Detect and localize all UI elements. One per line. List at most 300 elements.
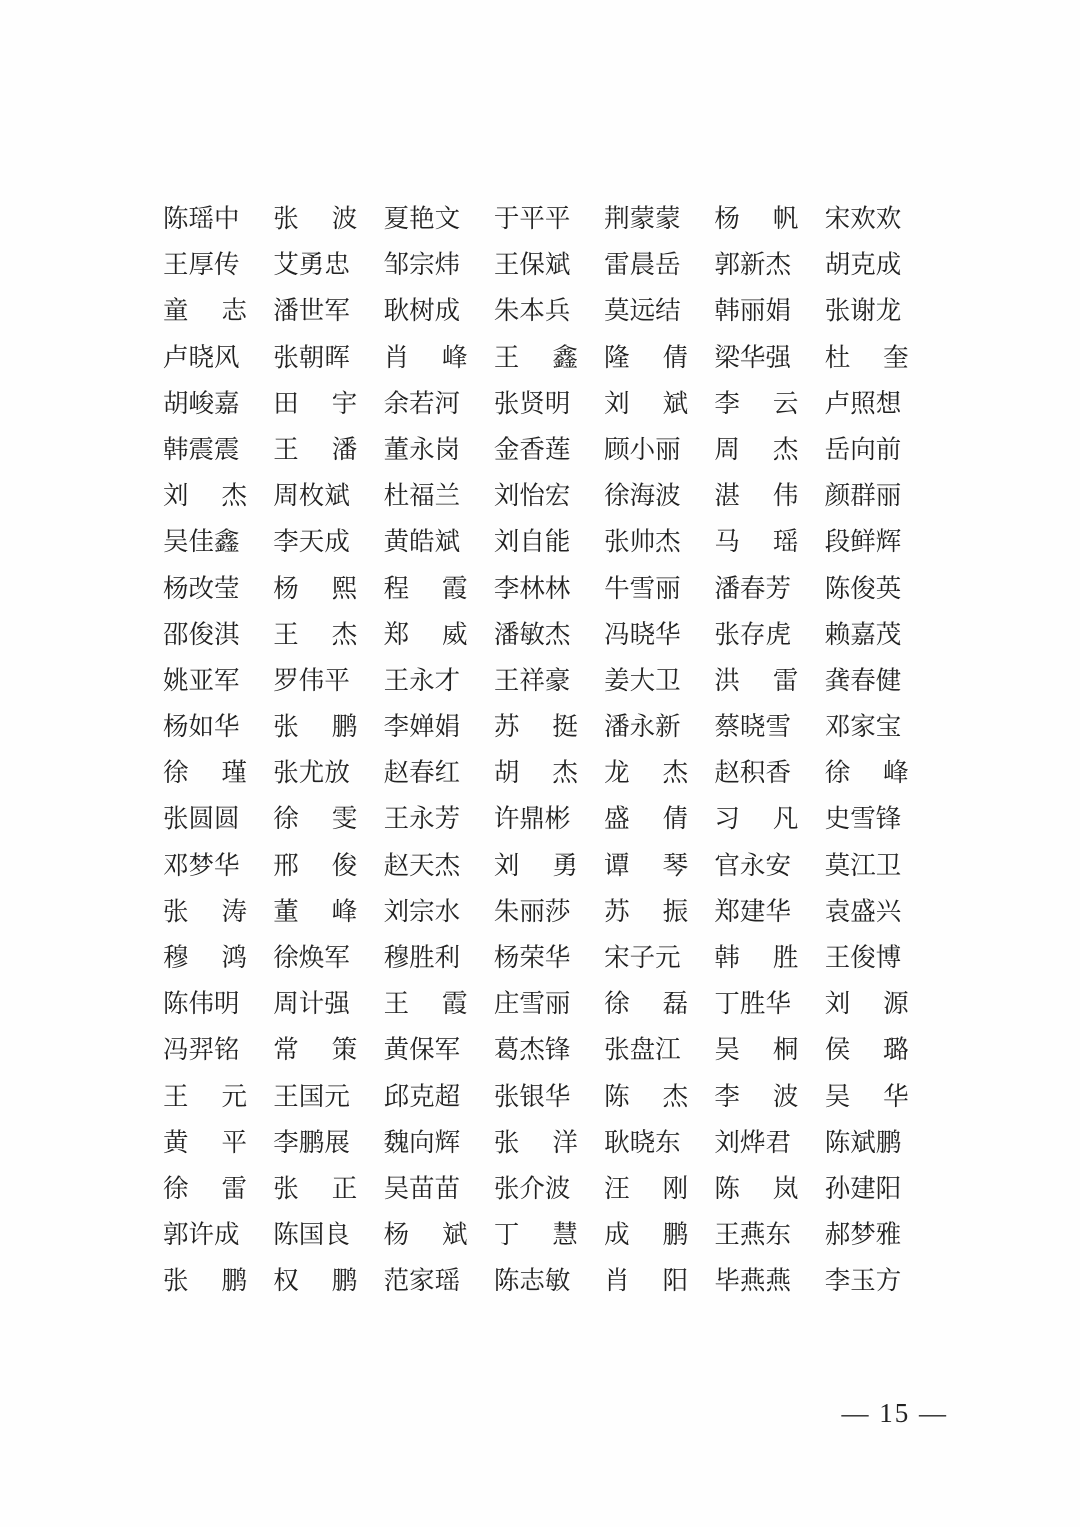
name-glyph: 新 [655, 712, 681, 742]
name-glyph: 兴 [875, 896, 902, 926]
roster-name-cell [163, 796, 273, 842]
roster-name [384, 196, 468, 242]
roster-name [494, 1074, 578, 1120]
roster-name [163, 1120, 247, 1166]
roster-name-cell [825, 1120, 935, 1166]
name-glyph: 苏 [604, 896, 630, 926]
name-glyph: 阳 [875, 1173, 902, 1203]
name-glyph: 蒙 [655, 204, 681, 233]
roster-name-cell [604, 796, 714, 842]
name-glyph: 树 [409, 296, 435, 326]
roster-name [273, 519, 357, 565]
name-glyph: 波 [655, 481, 681, 511]
roster-name [494, 704, 578, 750]
name-glyph: 王 [273, 1081, 299, 1111]
name-glyph: 常 [273, 1035, 299, 1065]
name-glyph: 峻 [188, 388, 215, 418]
name-glyph: 辉 [434, 1127, 461, 1157]
name-glyph: 茂 [875, 619, 902, 649]
name-glyph: 志 [519, 1266, 545, 1296]
roster-name [494, 1166, 578, 1212]
name-glyph: 吴 [824, 1081, 851, 1111]
roster-name-cell [604, 427, 714, 473]
name-glyph: 晓 [629, 619, 656, 649]
name-glyph: 朝 [298, 342, 325, 372]
name-glyph: 倩 [662, 804, 689, 834]
name-glyph: 河 [434, 388, 461, 418]
name-glyph: 程 [383, 573, 410, 603]
roster-name [714, 1027, 798, 1073]
name-glyph: 岗 [434, 434, 461, 464]
name-glyph: 永 [739, 850, 766, 880]
name-glyph: 鑫 [214, 527, 240, 557]
roster-name [604, 1258, 688, 1304]
roster-name [163, 381, 247, 427]
name-glyph: 艳 [409, 204, 435, 233]
roster-name-cell [163, 612, 273, 658]
name-glyph: 晓 [188, 342, 215, 372]
name-glyph: 东 [765, 1220, 791, 1250]
name-glyph: 穆 [163, 943, 189, 972]
name-glyph: 平 [324, 665, 350, 695]
name-glyph: 新 [739, 250, 766, 280]
name-glyph: 龙 [875, 296, 902, 326]
roster-name-cell [604, 750, 714, 796]
name-glyph: 军 [214, 665, 240, 695]
roster-name-cell [714, 335, 824, 381]
name-glyph: 赖 [824, 619, 851, 649]
roster-name-cell [384, 242, 494, 288]
name-glyph: 颜 [824, 481, 851, 511]
roster-name-cell [714, 935, 824, 981]
name-glyph: 志 [221, 296, 247, 326]
name-glyph: 刘 [824, 989, 851, 1019]
name-glyph: 香 [765, 758, 791, 788]
name-glyph: 震 [188, 434, 215, 464]
name-glyph: 羿 [188, 1035, 215, 1065]
name-glyph: 胡 [493, 758, 520, 788]
name-glyph: 元 [324, 1081, 350, 1111]
name-glyph: 挺 [552, 712, 578, 742]
roster-row [163, 1166, 935, 1212]
roster-name-cell [273, 566, 383, 612]
name-glyph: 刘 [493, 850, 520, 880]
roster-name [714, 1212, 798, 1258]
roster-name-cell [604, 843, 714, 889]
roster-name-cell [604, 473, 714, 519]
roster-name [604, 658, 688, 704]
name-glyph: 豪 [544, 665, 571, 695]
roster-name [163, 242, 247, 288]
roster-name [273, 658, 357, 704]
roster-name [384, 889, 468, 935]
name-glyph: 宋 [824, 204, 851, 233]
roster-name-cell [714, 519, 824, 565]
roster-name-cell [384, 704, 494, 750]
name-glyph: 文 [434, 204, 461, 233]
roster-name-cell [494, 612, 604, 658]
name-glyph: 陈 [714, 1173, 740, 1203]
name-glyph: 怡 [519, 481, 545, 511]
roster-name [163, 427, 247, 473]
roster-name-cell [494, 473, 604, 519]
name-glyph: 周 [714, 434, 740, 464]
roster-name-cell [163, 427, 273, 473]
roster-name-cell [825, 427, 935, 473]
roster-name [714, 935, 798, 981]
name-glyph: 习 [714, 804, 740, 834]
name-glyph: 张 [493, 1081, 520, 1111]
roster-name [825, 1212, 909, 1258]
name-glyph: 王 [714, 1220, 740, 1250]
name-glyph: 奎 [883, 342, 909, 372]
roster-name-cell [604, 196, 714, 242]
name-glyph: 银 [519, 1081, 545, 1111]
roster-name [604, 1212, 688, 1258]
roster-name-cell [494, 196, 604, 242]
name-glyph: 王 [383, 665, 410, 695]
name-glyph: 涛 [221, 896, 247, 926]
name-glyph: 冯 [604, 619, 630, 649]
roster-name-cell [825, 981, 935, 1027]
name-glyph: 永 [409, 804, 435, 834]
name-glyph: 卢 [824, 388, 851, 418]
roster-name [494, 288, 578, 334]
roster-name [494, 658, 578, 704]
roster-name [494, 750, 578, 796]
roster-name [273, 981, 357, 1027]
roster-name [384, 935, 468, 981]
roster-name [273, 1074, 357, 1120]
name-glyph: 斌 [544, 250, 571, 280]
roster-name-cell [714, 981, 824, 1027]
roster-name-cell [604, 889, 714, 935]
roster-name [384, 242, 468, 288]
roster-name [384, 612, 468, 658]
roster-name [163, 566, 247, 612]
roster-name [604, 473, 688, 519]
name-glyph: 计 [298, 989, 325, 1019]
roster-name-cell [163, 566, 273, 612]
roster-name [494, 1212, 578, 1258]
roster-name [825, 1258, 909, 1304]
name-glyph: 卫 [875, 850, 902, 880]
name-glyph: 斌 [442, 1220, 468, 1250]
name-glyph: 尤 [298, 758, 325, 788]
name-glyph: 强 [324, 989, 350, 1019]
name-glyph: 赵 [714, 758, 740, 788]
name-glyph: 卢 [163, 342, 189, 372]
name-glyph: 耿 [383, 296, 410, 326]
name-glyph: 瑶 [434, 1266, 461, 1296]
name-glyph: 赵 [383, 850, 410, 880]
name-glyph: 圆 [188, 804, 215, 834]
name-glyph: 马 [714, 527, 740, 557]
roster-name [825, 427, 909, 473]
roster-name [825, 981, 909, 1027]
name-glyph: 许 [188, 1220, 215, 1250]
roster-name [825, 704, 909, 750]
name-glyph: 郭 [163, 1220, 189, 1250]
roster-name [494, 242, 578, 288]
roster-name-cell [384, 1166, 494, 1212]
name-glyph: 丽 [739, 296, 766, 326]
roster-name [273, 288, 357, 334]
name-glyph: 耿 [604, 1127, 630, 1157]
name-glyph: 杨 [163, 712, 189, 742]
roster-name [384, 1212, 468, 1258]
roster-name-cell [384, 1027, 494, 1073]
roster-row [163, 381, 935, 427]
name-glyph: 胡 [824, 250, 851, 280]
name-glyph: 元 [655, 943, 681, 972]
roster-name [714, 335, 798, 381]
roster-name-cell [384, 335, 494, 381]
name-glyph: 杰 [434, 850, 461, 880]
name-glyph: 亚 [188, 665, 215, 695]
name-glyph: 朱 [493, 896, 520, 926]
roster-name-cell [384, 381, 494, 427]
name-glyph: 华 [765, 989, 791, 1019]
roster-name-cell [273, 1212, 383, 1258]
name-glyph: 辉 [875, 527, 902, 557]
name-glyph: 家 [850, 712, 876, 742]
name-glyph: 燕 [739, 1220, 766, 1250]
roster-name-cell [163, 935, 273, 981]
name-glyph: 勇 [298, 250, 325, 280]
name-glyph: 吴 [163, 527, 189, 557]
name-glyph: 福 [409, 481, 435, 511]
name-glyph: 明 [214, 989, 240, 1019]
roster-name [273, 704, 357, 750]
name-glyph: 春 [409, 758, 435, 788]
name-glyph: 雪 [519, 989, 545, 1019]
name-glyph: 璐 [883, 1035, 909, 1065]
name-glyph: 雪 [850, 804, 876, 834]
roster-name [604, 704, 688, 750]
name-glyph: 邓 [824, 712, 851, 742]
roster-row [163, 1120, 935, 1166]
name-glyph: 韩 [714, 943, 740, 972]
roster-name-cell [163, 1027, 273, 1073]
name-glyph: 忠 [324, 250, 350, 280]
name-glyph: 张 [824, 296, 851, 326]
roster-name [384, 1074, 468, 1120]
name-glyph: 想 [875, 388, 902, 418]
name-glyph: 欢 [875, 204, 902, 233]
name-glyph: 成 [875, 250, 902, 280]
name-glyph: 王 [163, 1081, 189, 1111]
name-glyph: 杨 [714, 204, 740, 233]
name-glyph: 刘 [383, 896, 410, 926]
roster-name [714, 566, 798, 612]
roster-name-cell [604, 1074, 714, 1120]
name-glyph: 刘 [714, 1127, 740, 1157]
roster-name [714, 704, 798, 750]
roster-name-cell [163, 704, 273, 750]
name-glyph: 张 [273, 342, 299, 372]
name-glyph: 姚 [163, 665, 189, 695]
name-glyph: 田 [273, 388, 299, 418]
roster-name-cell [384, 519, 494, 565]
name-glyph: 厚 [188, 250, 215, 280]
roster-name-cell [714, 889, 824, 935]
roster-name [604, 427, 688, 473]
name-glyph: 杨 [273, 573, 299, 603]
roster-name [714, 473, 798, 519]
roster-name [604, 335, 688, 381]
roster-name-cell [494, 704, 604, 750]
name-glyph: 杰 [662, 1081, 689, 1111]
name-glyph: 陈 [163, 989, 189, 1019]
name-glyph: 葛 [493, 1035, 520, 1065]
name-glyph: 丽 [655, 573, 681, 603]
name-glyph: 夏 [383, 204, 410, 233]
name-glyph: 国 [298, 1220, 325, 1250]
roster-name [825, 843, 909, 889]
roster-name-cell [163, 981, 273, 1027]
name-glyph: 成 [214, 1220, 240, 1250]
name-glyph: 侯 [824, 1035, 851, 1065]
name-glyph: 俊 [331, 850, 358, 880]
name-glyph: 周 [273, 481, 299, 511]
name-glyph: 莫 [824, 850, 851, 880]
roster-name [604, 288, 688, 334]
name-glyph: 安 [765, 850, 791, 880]
roster-name-cell [825, 335, 935, 381]
roster-name [825, 796, 909, 842]
roster-name [825, 1027, 909, 1073]
name-glyph: 欢 [850, 204, 876, 233]
name-glyph: 震 [214, 434, 240, 464]
roster-name [714, 796, 798, 842]
roster-name-cell [825, 381, 935, 427]
roster-name [273, 473, 357, 519]
name-glyph: 宗 [409, 250, 435, 280]
name-glyph: 洪 [714, 665, 740, 695]
name-glyph: 龚 [824, 665, 851, 695]
name-glyph: 勇 [552, 850, 578, 880]
roster-name [273, 196, 357, 242]
name-glyph: 策 [331, 1035, 358, 1065]
name-glyph: 枚 [298, 481, 325, 511]
roster-name-cell [494, 935, 604, 981]
roster-name [604, 381, 688, 427]
name-glyph: 韩 [714, 296, 740, 326]
name-glyph: 赵 [383, 758, 410, 788]
name-glyph: 李 [714, 388, 740, 418]
roster-name-cell [384, 1212, 494, 1258]
roster-name [825, 935, 909, 981]
roster-name-cell [604, 1027, 714, 1073]
name-glyph: 中 [214, 204, 240, 233]
name-glyph: 汪 [604, 1173, 630, 1203]
roster-name-cell [494, 796, 604, 842]
roster-name-cell [825, 658, 935, 704]
name-glyph: 祥 [519, 665, 545, 695]
name-glyph: 元 [221, 1081, 247, 1111]
roster-row [163, 1074, 935, 1120]
name-glyph: 蔡 [714, 712, 740, 742]
roster-name-cell [714, 796, 824, 842]
name-glyph: 永 [409, 434, 435, 464]
name-glyph: 官 [714, 850, 740, 880]
name-glyph: 林 [519, 573, 545, 603]
name-glyph: 龙 [604, 758, 630, 788]
name-glyph: 潘 [273, 296, 299, 326]
roster-name-cell [384, 935, 494, 981]
name-glyph: 斌 [434, 527, 461, 557]
roster-row [163, 1258, 935, 1304]
name-glyph: 张 [493, 388, 520, 418]
name-glyph: 肖 [604, 1266, 630, 1296]
name-glyph: 波 [544, 1173, 571, 1203]
roster-row [163, 704, 935, 750]
roster-name [604, 796, 688, 842]
name-glyph: 磊 [662, 989, 689, 1019]
name-glyph: 邓 [163, 850, 189, 880]
name-glyph: 杰 [331, 619, 358, 649]
roster-row [163, 566, 935, 612]
roster-name [714, 1074, 798, 1120]
name-glyph: 峰 [442, 342, 468, 372]
name-glyph: 平 [221, 1127, 247, 1157]
roster-name-cell [714, 1166, 824, 1212]
roster-name [384, 1120, 468, 1166]
name-glyph: 超 [434, 1081, 461, 1111]
name-glyph: 子 [629, 943, 656, 972]
roster-name [714, 381, 798, 427]
roster-name-cell [163, 889, 273, 935]
name-glyph: 李 [824, 1266, 851, 1296]
name-glyph: 介 [519, 1173, 545, 1203]
name-glyph: 俊 [850, 573, 876, 603]
name-glyph: 波 [331, 204, 358, 233]
roster-name-cell [714, 1027, 824, 1073]
roster-name [825, 473, 909, 519]
roster-name [604, 889, 688, 935]
roster-row [163, 750, 935, 796]
name-glyph: 蒙 [629, 204, 656, 233]
roster-name-cell [604, 381, 714, 427]
roster-name-cell [384, 612, 494, 658]
name-glyph: 郝 [824, 1220, 851, 1250]
name-glyph: 华 [739, 342, 766, 372]
name-glyph: 本 [519, 296, 545, 326]
name-glyph: 杰 [662, 758, 689, 788]
name-glyph: 彬 [544, 804, 571, 834]
name-glyph: 慧 [552, 1220, 578, 1250]
name-glyph: 刘 [604, 388, 630, 418]
roster-name-cell [604, 658, 714, 704]
name-glyph: 瑶 [188, 204, 215, 233]
roster-name [384, 843, 468, 889]
name-glyph: 徐 [163, 758, 189, 788]
name-glyph: 杨 [383, 1220, 410, 1250]
name-glyph: 黄 [383, 527, 410, 557]
name-glyph: 才 [434, 665, 461, 695]
roster-name [163, 288, 247, 334]
name-glyph: 宋 [604, 943, 630, 972]
roster-name [825, 335, 909, 381]
name-glyph: 刚 [662, 1173, 689, 1203]
roster-name [163, 1212, 247, 1258]
roster-name-cell [273, 473, 383, 519]
roster-name [163, 1027, 247, 1073]
name-glyph: 若 [409, 388, 435, 418]
roster-name [714, 427, 798, 473]
roster-name [714, 196, 798, 242]
